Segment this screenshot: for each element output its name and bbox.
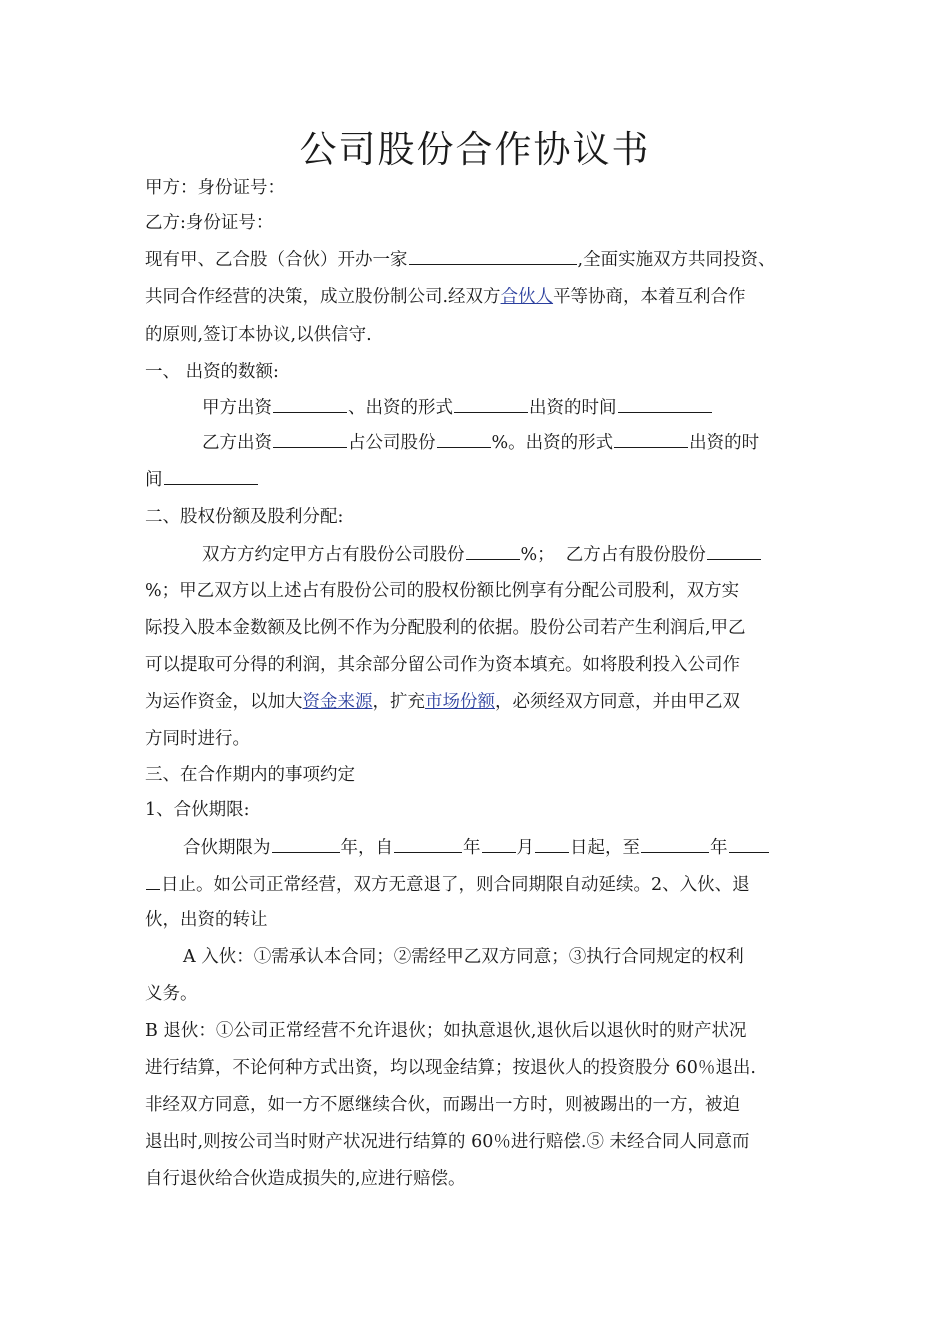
intro-line-2	[145, 284, 746, 310]
section2-line-6: 方同时进行。	[145, 729, 250, 749]
party-b-line: 乙方:身份证号：	[145, 213, 274, 233]
market-share-link[interactable]: 市场份额	[425, 692, 495, 712]
section2-line-1	[202, 541, 762, 568]
party-a-form-blank[interactable]	[454, 394, 528, 413]
join-line-2: 义务。	[145, 984, 198, 1004]
end-year-blank[interactable]	[641, 834, 709, 853]
section2-line-5	[145, 689, 740, 715]
intro-text: 现有甲、乙合股（合伙）开办一家	[145, 250, 408, 270]
party-a-line: 甲方：身份证号：	[145, 178, 285, 198]
company-name-blank[interactable]	[409, 246, 577, 265]
party-b-amount-blank[interactable]	[273, 429, 347, 448]
party-a-amount-blank[interactable]	[273, 394, 347, 413]
party-a-investment-line	[202, 394, 713, 421]
clause-text: ，必须经双方同意，并由甲乙双	[495, 692, 740, 712]
party-b-investment-line	[202, 429, 759, 456]
party-b-share-pct-blank[interactable]	[707, 541, 761, 560]
field-label: 出资的时间	[529, 398, 617, 418]
quit-line-4: 退出时,则按公司当时财产状况进行结算的 60％进行赔偿.⑤ 未经合同人同意而	[145, 1132, 750, 1152]
section2-line-2: %；甲乙双方以上述占有股份公司的股权份额比例享有分配公司股利，双方实	[145, 581, 740, 601]
intro-text: 平等协商，本着互利合作	[553, 287, 746, 307]
term-line-1	[183, 834, 770, 861]
document-title: 公司股份合作协议书	[299, 128, 651, 171]
item1-heading: 1、合伙期限:	[145, 800, 250, 820]
party-b-time-blank[interactable]	[164, 466, 258, 485]
party-b-share-blank[interactable]	[437, 429, 491, 448]
party-a-time-blank[interactable]	[618, 394, 712, 413]
section3-heading: 三、在合作期内的事项约定	[145, 765, 355, 785]
intro-text: 共同合作经营的决策，成立股份制公司.经双方	[145, 287, 501, 307]
start-year-blank[interactable]	[394, 834, 462, 853]
field-label: 、出资的形式	[348, 398, 453, 418]
quit-line-2: 进行结算，不论何种方式出资，均以现金结算；按退伙人的投资股分 60％退出.	[145, 1058, 756, 1078]
field-label: 甲方出资	[202, 398, 272, 418]
partner-link[interactable]: 合伙人	[500, 287, 554, 307]
section1-heading: 一、 出资的数额:	[145, 362, 279, 382]
quit-line-3: 非经双方同意，如一方不愿继续合伙，而踢出一方时，则被踢出的一方，被迫	[145, 1095, 740, 1115]
clause-text: 月	[516, 838, 534, 858]
term-years-blank[interactable]	[272, 834, 340, 853]
term-line-2	[145, 871, 750, 898]
party-b-form-blank[interactable]	[614, 429, 688, 448]
clause-text: 为运作资金，以加大	[145, 692, 303, 712]
intro-line-3: 的原则,签订本协议,以供信守.	[145, 325, 372, 345]
clause-text: 年，自	[340, 838, 393, 858]
clause-text: 年	[710, 838, 728, 858]
quit-line-5: 自行退伙给合伙造成损失的,应进行赔偿。	[145, 1169, 466, 1189]
intro-line-1	[145, 246, 776, 273]
party-a-share-blank[interactable]	[466, 541, 520, 560]
term-line-3: 伙，出资的转让	[145, 910, 268, 930]
clause-text: ，扩充	[372, 692, 425, 712]
field-label: 乙方出资	[202, 433, 272, 453]
clause-text: 日止。如公司正常经营，双方无意退了，则合同期限自动延续。2、入伙、退	[161, 875, 750, 895]
section2-line-4: 可以提取可分得的利润，其余部分留公司作为资本填充。如将股利投入公司作	[145, 655, 740, 675]
field-label: 间	[145, 470, 163, 490]
end-month-blank-cont[interactable]	[146, 871, 160, 890]
clause-text: %； 乙方占有股份股份	[520, 545, 706, 565]
party-b-time-line	[145, 466, 259, 493]
clause-text: 双方方约定甲方占有股份公司股份	[202, 545, 465, 565]
field-label: 出资的时	[689, 433, 760, 453]
field-label: 占公司股份	[348, 433, 436, 453]
clause-text: 日起，至	[570, 838, 640, 858]
field-label: %。出资的形式	[491, 433, 614, 453]
join-line-1: A 入伙：①需承认本合同；②需经甲乙双方同意；③执行合同规定的权利	[183, 947, 744, 967]
clause-text: 年	[463, 838, 481, 858]
section2-line-3: 际投入股本金数额及比例不作为分配股利的依据。股份公司若产生利润后,甲乙	[145, 618, 746, 638]
end-month-blank[interactable]	[729, 834, 769, 853]
intro-text: ,全面实施双方共同投资、	[577, 250, 776, 270]
section2-heading: 二、股权份额及股利分配:	[145, 507, 344, 527]
start-month-blank[interactable]	[482, 834, 516, 853]
quit-line-1: B 退伙：①公司正常经营不允许退伙；如执意退伙,退伙后以退伙时的财产状况	[145, 1021, 747, 1041]
clause-text: 合伙期限为	[183, 838, 271, 858]
funding-source-link[interactable]: 资金来源	[302, 692, 373, 712]
start-day-blank[interactable]	[535, 834, 569, 853]
